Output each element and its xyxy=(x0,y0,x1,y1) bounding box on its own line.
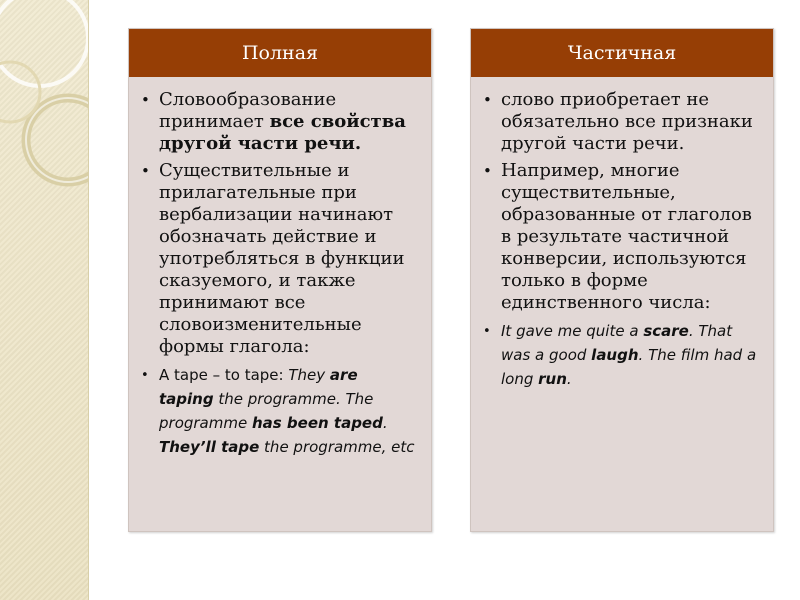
card-title: Полная xyxy=(241,42,319,64)
list-item xyxy=(481,89,759,155)
full-conversion-card xyxy=(128,28,432,532)
example-item xyxy=(481,319,759,391)
example-text: . That was a good xyxy=(501,322,733,364)
item-text: Например, многие существительные, образованные от глаголов в результате частичной конверсии, используются только в форме единственного числа: xyxy=(501,160,752,313)
card-header-partial xyxy=(471,29,773,77)
example-emphasis: scare xyxy=(643,322,689,340)
list-item xyxy=(139,160,417,358)
decorative-circles xyxy=(0,0,88,600)
item-text: Словообразование принимает xyxy=(159,89,337,132)
example-text: the programme. The programme xyxy=(159,390,374,432)
bullet-list xyxy=(139,89,417,459)
example-emphasis: run xyxy=(538,370,567,388)
example-text: . xyxy=(566,370,572,388)
bullet-icon: • xyxy=(483,91,492,109)
item-text: Существительные и прилагательные при вербализации начинают обозначать действие и употребляться в функции сказуемого, и также принимают все словоизменительные формы глагола: xyxy=(159,160,405,357)
example-emphasis: are taping xyxy=(159,366,358,408)
example-text: the programme, etc xyxy=(259,438,415,456)
example-text: They xyxy=(288,366,330,384)
example-item xyxy=(139,363,417,459)
example-lead: A tape – to tape: xyxy=(159,366,289,384)
bullet-icon: • xyxy=(483,162,492,180)
example-emphasis: They’ll tape xyxy=(159,438,260,456)
example-emphasis: laugh xyxy=(591,346,639,364)
partial-conversion-card xyxy=(470,28,774,532)
bullet-list xyxy=(481,89,759,391)
card-body xyxy=(471,77,773,391)
example-text: It gave me quite a xyxy=(501,322,644,340)
decorative-side-strip xyxy=(0,0,89,600)
card-header-full xyxy=(129,29,431,77)
bullet-icon: • xyxy=(483,324,491,339)
bullet-icon: • xyxy=(141,162,150,180)
bullet-icon: • xyxy=(141,91,150,109)
list-item xyxy=(481,160,759,314)
example-text: . The film had a long xyxy=(501,346,757,388)
card-body xyxy=(129,77,431,459)
item-bold-text: все свойства другой части речи. xyxy=(159,111,406,154)
example-emphasis: has been taped xyxy=(251,414,383,432)
list-item xyxy=(139,89,417,155)
item-text: слово приобретает не обязательно все признаки другой части речи. xyxy=(501,89,753,154)
example-text: . xyxy=(382,414,388,432)
card-title: Частичная xyxy=(567,42,677,64)
bullet-icon: • xyxy=(141,368,149,383)
